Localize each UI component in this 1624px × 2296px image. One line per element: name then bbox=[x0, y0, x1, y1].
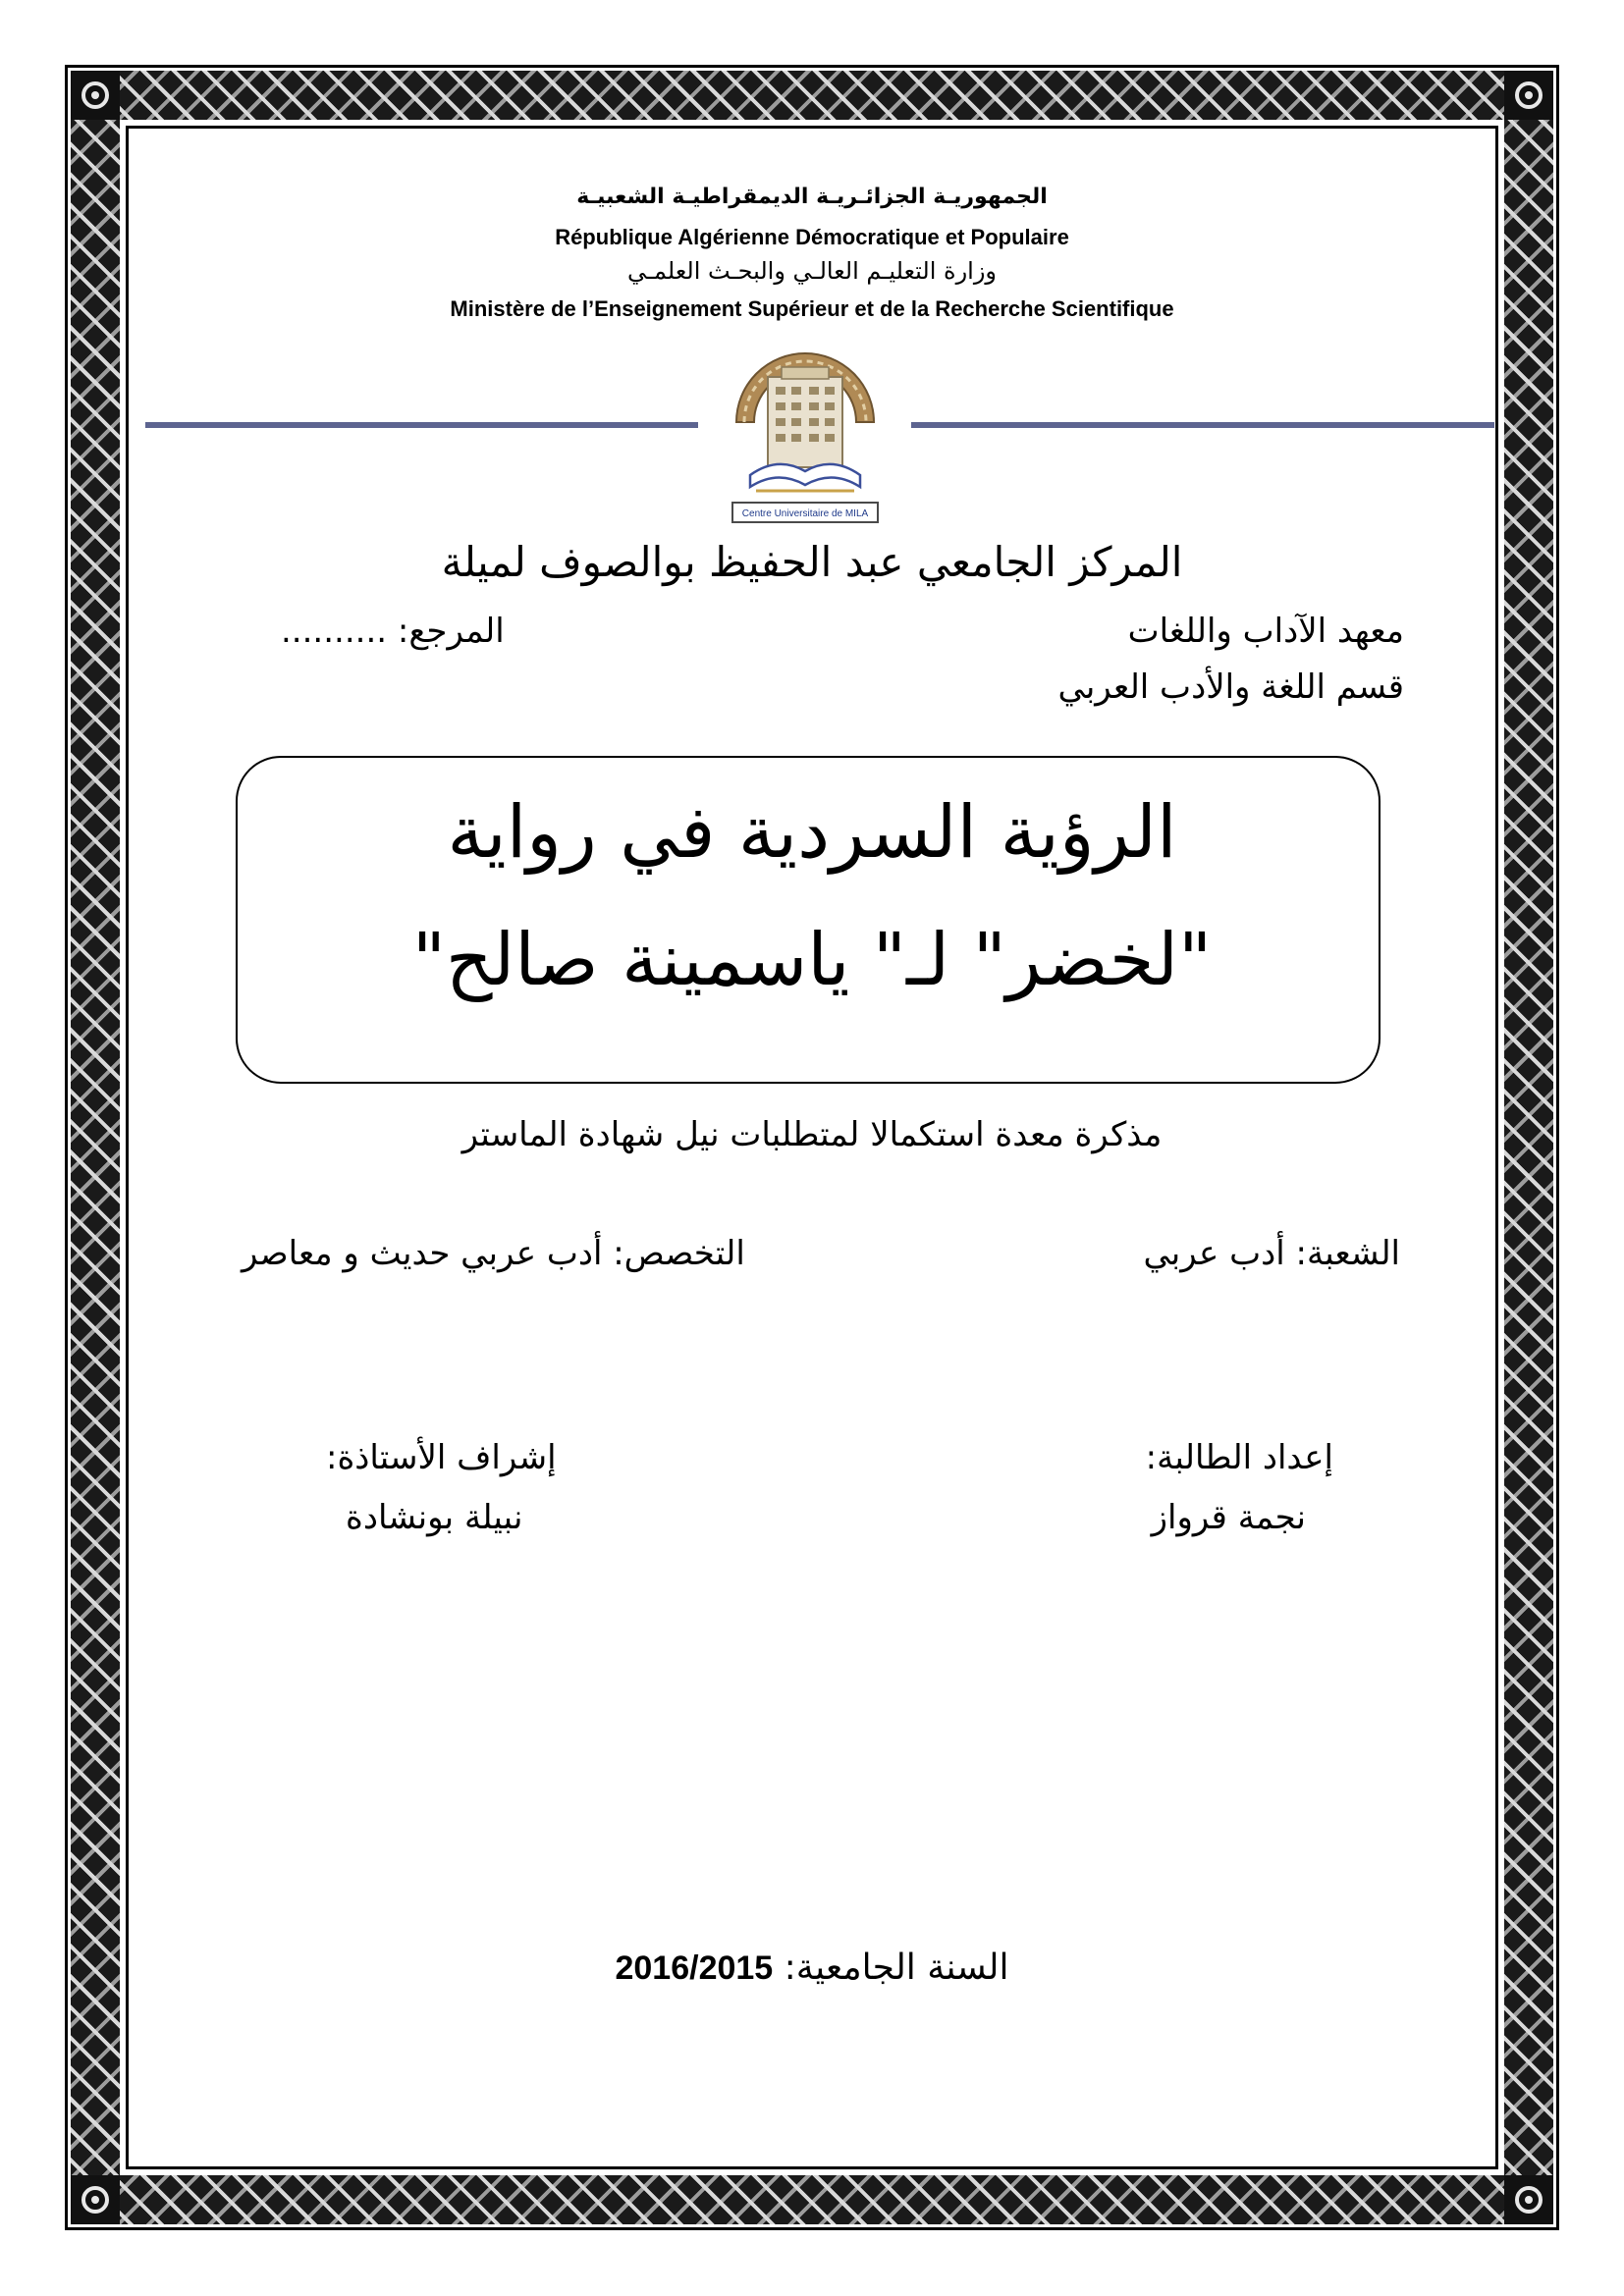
header-rule-right bbox=[911, 422, 1494, 428]
ministry-arabic: وزارة التعليـم العالـي والبحـث العلمـي bbox=[626, 257, 998, 285]
border-corner-ornament bbox=[71, 2175, 120, 2224]
logo-caption: Centre Universitaire de MILA bbox=[741, 508, 869, 519]
republic-french: République Algérienne Démocratique et Populaire bbox=[555, 225, 1069, 249]
supervisor-label: إشراف الأستاذة: bbox=[326, 1438, 557, 1477]
institute-name: معهد الآداب واللغات bbox=[1127, 612, 1404, 651]
thesis-purpose: مذكرة معدة استكمالا لمتطلبات نيل شهادة الماستر bbox=[461, 1115, 1163, 1154]
branch-field: الشعبة: أدب عربي bbox=[1143, 1234, 1400, 1273]
student-name: نجمة قرواز bbox=[1151, 1498, 1306, 1537]
university-logo bbox=[723, 338, 888, 526]
prepared-by-label: إعداد الطالبة: bbox=[1145, 1438, 1333, 1477]
thesis-title-line-1: الرؤية السردية في رواية bbox=[447, 790, 1177, 875]
academic-year-label: السنة الجامعية: bbox=[784, 1948, 1009, 1988]
border-band-bottom bbox=[116, 2175, 1508, 2224]
academic-year bbox=[0, 1948, 1624, 1988]
reference-number: المرجع: .......... bbox=[281, 612, 505, 651]
border-band-top bbox=[116, 71, 1508, 120]
specialty-field: التخصص: أدب عربي حديث و معاصر bbox=[242, 1234, 745, 1273]
border-corner-ornament bbox=[71, 71, 120, 120]
border-corner-ornament bbox=[1504, 2175, 1553, 2224]
department-name: قسم اللغة والأدب العربي bbox=[1057, 667, 1404, 707]
border-corner-ornament bbox=[1504, 71, 1553, 120]
thesis-title-line-2: "لخضر" لـ" ياسمينة صالح" bbox=[411, 918, 1213, 1002]
header-rule-left bbox=[145, 422, 698, 428]
academic-year-value: 2016/2015 bbox=[615, 1949, 774, 1987]
republic-arabic: الجمهوريـة الجزائـريـة الديمقراطيـة الشعبيـة bbox=[576, 185, 1048, 209]
supervisor-name: نبيلة بونشادة bbox=[346, 1498, 523, 1537]
ministry-french: Ministère de l’Enseignement Supérieur et de la Recherche Scientifique bbox=[450, 296, 1174, 321]
university-name: المركز الجامعي عبد الحفيظ بوالصوف لميلة bbox=[441, 538, 1183, 586]
